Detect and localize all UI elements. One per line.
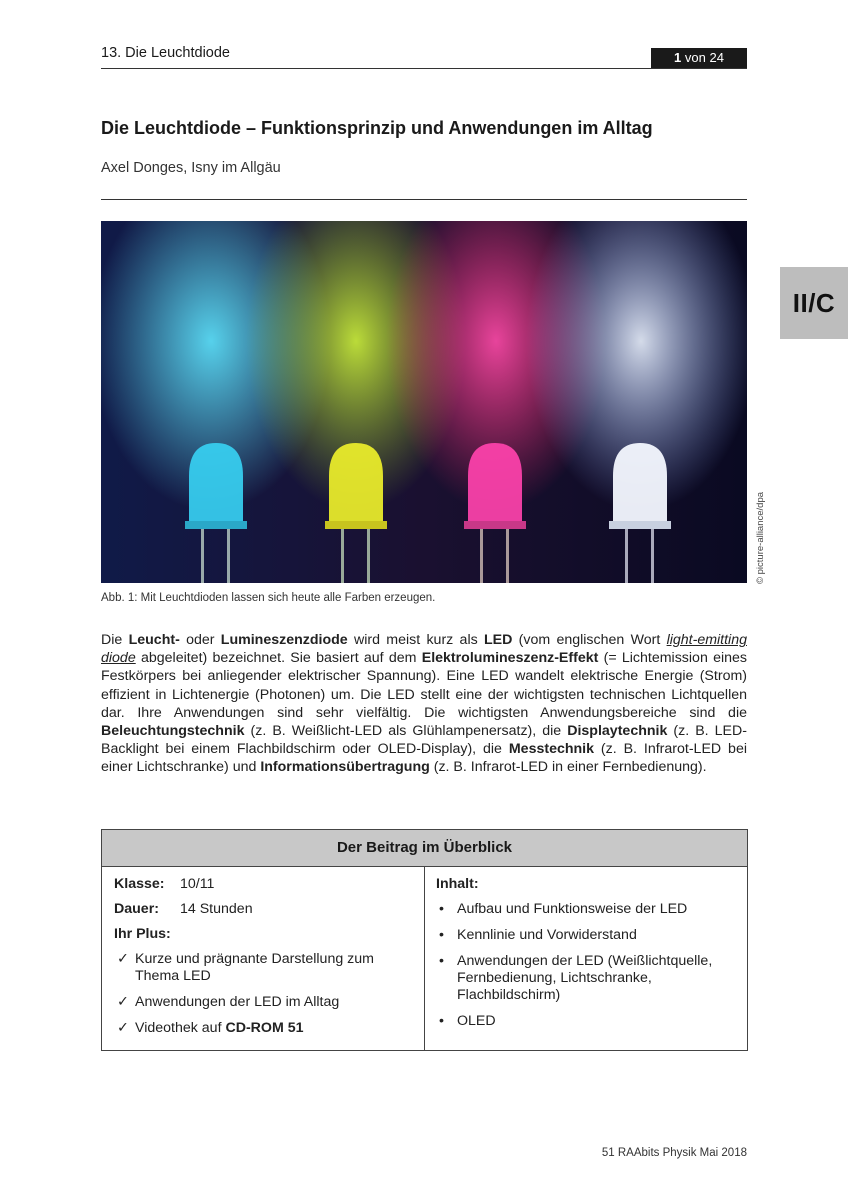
- page-current: 1: [674, 50, 682, 65]
- text-run: (vom englischen Wort: [512, 632, 667, 648]
- plus-item: [114, 994, 414, 1011]
- page-number-badge: [651, 48, 747, 68]
- plus-item: [114, 951, 414, 985]
- plus-label-text: Ihr Plus:: [114, 926, 171, 942]
- inhalt-item-text: Aufbau und Funktionsweise der LED: [457, 901, 688, 917]
- bold-term: Informationsübertragung: [260, 759, 430, 776]
- inhalt-item-text: OLED: [457, 1013, 496, 1029]
- text-run: (= Lichtemission eines Festkörpers bei anliegender elektrischer Spannung). Eine LED wandelt elektrische Energie (Strom) effizient in Lichtenergie (Photonen) um. Die LED stellt eine der wichtigsten technischen Lichtquellen dar. Ihre Anwendungen sind sehr vielfältig. Die wichtigsten Anwendungsbereiche sind die: [101, 650, 748, 721]
- overview-box: [101, 829, 748, 1051]
- klasse-row: [114, 876, 414, 892]
- text-run: (z. B. Infrarot-LED bei einer Lichtschranke) und: [101, 741, 747, 776]
- klasse-value: 10/11: [180, 876, 215, 892]
- bold-term: Lumineszenzdiode: [220, 632, 348, 648]
- plus-item-text: Anwendungen der LED im Alltag: [135, 994, 340, 1010]
- inhalt-item: [436, 927, 736, 944]
- text-run: abgeleitet) bezeichnet. Sie basiert auf dem: [135, 650, 422, 667]
- bullet-icon: •: [439, 927, 444, 943]
- page-footer: 51 RAAbits Physik Mai 2018: [601, 1147, 747, 1159]
- inhalt-label-text: Inhalt:: [436, 876, 479, 892]
- bold-term: Beleuchtungstechnik: [101, 723, 245, 740]
- plus-item-text: Kurze und prägnante Darstellung zum Thema LED: [135, 951, 374, 984]
- text-run: (z. B. Infrarot-LED in einer Fernbedienung).: [429, 759, 707, 776]
- inhalt-label: [436, 876, 736, 892]
- checkmark-icon: ✓: [117, 994, 129, 1010]
- plus-item: [114, 1020, 414, 1037]
- dauer-row: [114, 901, 414, 917]
- plus-item-bold: CD-ROM 51: [225, 1020, 304, 1036]
- overview-divider: [424, 867, 425, 1050]
- text-run: (z. B. Weißlicht-LED als Glühlampenersatz), die: [244, 723, 568, 740]
- bullet-icon: •: [439, 1013, 444, 1029]
- inhalt-item-text: Kennlinie und Vorwiderstand: [457, 927, 637, 943]
- text-run: oder: [179, 632, 221, 648]
- led-photo: [101, 221, 747, 583]
- plus-label: [114, 926, 414, 942]
- plus-item-text: Videothek auf: [135, 1020, 226, 1036]
- inhalt-item: [436, 901, 736, 918]
- led-photo-illustration: [101, 221, 747, 583]
- overview-heading: Der Beitrag im Überblick: [102, 830, 747, 867]
- dauer-label: Dauer:: [114, 901, 159, 917]
- klasse-label: Klasse:: [114, 876, 165, 892]
- bold-term: LED: [483, 632, 513, 648]
- bold-term: Messtechnik: [508, 741, 595, 758]
- title-rule: [101, 199, 747, 200]
- overview-left-column: [114, 876, 414, 1046]
- figure-caption: Abb. 1: Mit Leuchtdioden lassen sich heute alle Farben erzeugen.: [101, 592, 436, 604]
- inhalt-item-text: Anwendungen der LED (Weißlichtquelle, Fernbedienung, Lichtschranke, Flachbildschirm): [457, 953, 713, 1003]
- bold-term: Elektrolumineszenz-Effekt: [421, 650, 599, 667]
- italic-term: light-emitting diode: [101, 632, 747, 667]
- inhalt-item: [436, 1013, 736, 1030]
- header-rule: [101, 68, 747, 69]
- inhalt-item: [436, 953, 736, 1004]
- chapter-tab: II/C: [780, 267, 848, 339]
- author-line: Axel Donges, Isny im Allgäu: [101, 160, 281, 176]
- checkmark-icon: ✓: [117, 1020, 129, 1036]
- text-run: wird meist kurz als: [347, 632, 484, 648]
- intro-paragraph: [101, 631, 747, 777]
- bullet-icon: •: [439, 953, 444, 969]
- overview-right-column: [436, 876, 736, 1039]
- running-header-title: 13. Die Leuchtdiode: [101, 45, 230, 61]
- checkmark-icon: ✓: [117, 951, 129, 967]
- dauer-value: 14 Stunden: [180, 901, 253, 917]
- photo-credit-text: © picture-alliance/dpa: [755, 491, 766, 584]
- photo-credit: [755, 472, 769, 584]
- text-run: Die: [101, 632, 129, 648]
- page-total: von 24: [684, 50, 724, 65]
- document-title: Die Leuchtdiode – Funktionsprinzip und Anwendungen im Alltag: [101, 118, 653, 138]
- text-run: (z. B. LED-Backlight bei einem Flachbildschirm oder OLED-Display), die: [101, 723, 747, 758]
- bold-term: Leucht-: [128, 632, 180, 648]
- bold-term: Displaytechnik: [567, 723, 668, 740]
- bullet-icon: •: [439, 901, 444, 917]
